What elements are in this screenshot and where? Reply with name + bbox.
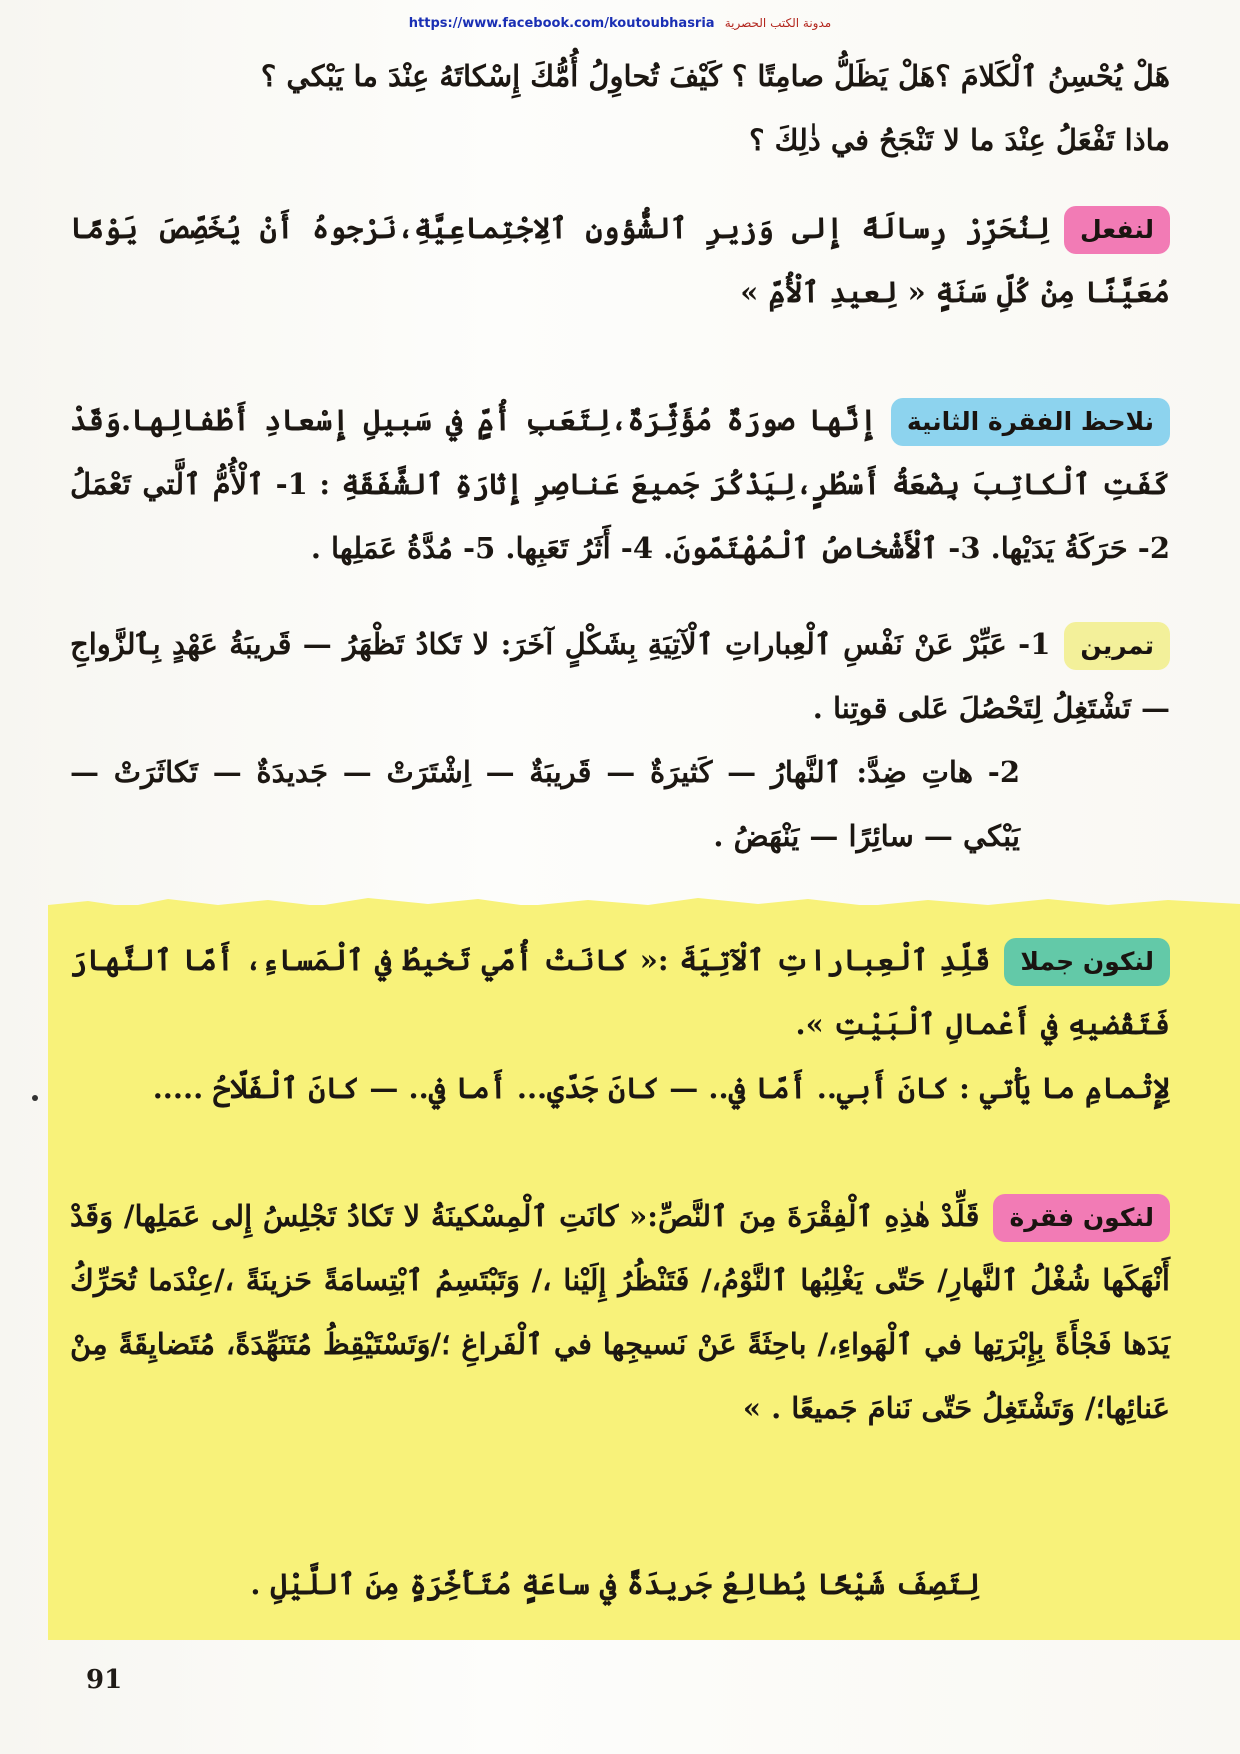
header-url[interactable]: https://www.facebook.com/koutoubhasria <box>408 16 715 31</box>
header-blog-name: مدونة الكتب الحصرية <box>724 16 832 30</box>
build-sentences-label: لنكون جملا <box>1004 938 1170 986</box>
exercise-item-2: 2- هاتِ ضِدَّ: ٱلنَّهارُ — كَثيرَةٌ — قَريبَةٌ — اِشْتَرَتْ — جَديدَةٌ — تَكاثَرَتْ — يَبْكي — سائِرًا — يَنْهَضُ . <box>70 755 1020 853</box>
build-paragraph-label: لنكون فقرة <box>993 1194 1170 1242</box>
build-paragraph-text: قَلِّدْ هٰذِهِ ٱلْفِقْرَةَ مِنَ ٱلنَّصِّ:« كانَتِ ٱلْمِسْكينَةُ لا تَكادُ تَجْلِسُ إِلى عَمَلِها/ وَقَدْ أَنْهَكَها شُغْلُ ٱلنَّهارِ/ حَتّى يَغْلِبُها ٱلنَّوْمُ،/ فَتَنْظُرُ إِلَيْنا ،/ وَتَبْتَسِمُ ٱبْتِسامَةً حَزينَةً ،/عِنْدَما تُحَرِّكُ يَدَها فَجْأَةً بِإِبْرَتِها في ٱلْهَواءِ،/ باحِثَةً عَنْ نَسيجِها في ٱلْفَراغِ ؛/وَتَسْتَيْقِظُ مُتَنَهِّدَةً، مُتَضايِقَةً مِنْ عَنائِها؛/ وَتَشْتَغِلُ حَتّى نَنامَ جَميعًا . » <box>70 1199 1170 1425</box>
intro-line-2: ماذا تَفْعَلُ عِنْدَ ما لا تَنْجَحُ في ذٰلِكَ ؟ <box>749 123 1170 157</box>
intro-questions <box>70 44 1170 172</box>
torn-edge-decoration <box>48 893 1240 917</box>
section-exercise <box>70 612 1170 868</box>
section-nafaal <box>70 196 1170 324</box>
section-observe <box>70 388 1170 580</box>
build-sentences-complete: لِإِتْمامِ ما يَأْتي : كانَ أَبي.. أَمّا في.. — كانَ جَدّي... أَما في.. — كانَ ٱلْفَلّاحُ ..... <box>152 1071 1170 1105</box>
nafaal-label: لنفعل <box>1064 206 1170 254</box>
exercise-item-1: 1- عَبِّرْ عَنْ نَفْسِ ٱلْعِباراتِ ٱلْآتِيَةِ بِشَكْلٍ آخَرَ: لا تَكادُ تَظْهَرُ — قَريبَةُ عَهْدٍ بِٱلزَّواجِ — تَشْتَغِلُ لِتَحْصُلَ عَلى قوتِنا . <box>70 627 1170 725</box>
nafaal-text: لِنُحَرِّرْ رِسالَةً إِلى وَزيرِ ٱلشُّؤونِ ٱلِاجْتِماعِيَّةِ،نَرْجوهُ أَنْ يُخَصِّصَ يَوْمًا مُعَيَّنًا مِنْ كُلِّ سَنَةٍ « لِعيدِ ٱلْأُمِّ » <box>70 211 1170 309</box>
page-number: 91 <box>86 1665 123 1695</box>
observe-label: نلاحظ الفقرة الثانية <box>891 398 1170 446</box>
build-paragraph-task: لِتَصِفَ شَيْخًا يُطالِعُ جَريدَةً في ساعَةٍ مُتَأَخِّرَةٍ مِنَ ٱللَّيْلِ . <box>250 1567 980 1601</box>
intro-line-1: هَلْ يُحْسِنُ ٱلْكَلامَ ؟هَلْ يَظَلُّ صامِتًا ؟ كَيْفَ تُحاوِلُ أُمُّكَ إِسْكاتَهُ عِنْدَ ما يَبْكي ؟ <box>260 59 1170 93</box>
exercise-label: تمرين <box>1064 622 1170 670</box>
section-build-sentences <box>70 928 1170 1120</box>
build-sentences-text: قَلِّدِ ٱلْعِباراتِ ٱلْآتِيَةَ :« كانَتْ أُمّي تَخيطُ في ٱلْمَساءِ، أَمّا ٱلنَّهارَ فَتَقْضيهِ في أَعْمالِ ٱلْبَيْتِ ». <box>70 943 1170 1041</box>
header-link[interactable] <box>0 16 1240 31</box>
observe-text: إِنَّها صورَةٌ مُؤَثِّرَةٌ،لِتَعَبِ أُمٍّ في سَبيلِ إِسْعادِ أَطْفالِها.وَقَدْ كَفَتِ ٱلْكاتِبَ بِضْعَةُ أَسْطُرٍ،لِيَذْكُرَ جَميعَ عَناصِرِ إِثارَةِ ٱلشَّفَقَةِ : 1- ٱلْأُمُّ ٱلَّتي تَعْمَلُ 2- حَرَكَةُ يَدَيْها. 3- ٱلْأَشْخاصُ ٱلْمُهْتَمّونَ. 4- أَثَرُ تَعَبِها. 5- مُدَّةُ عَمَلِها . <box>70 403 1170 565</box>
stray-dot <box>32 1095 38 1101</box>
section-build-paragraph <box>70 1184 1170 1440</box>
